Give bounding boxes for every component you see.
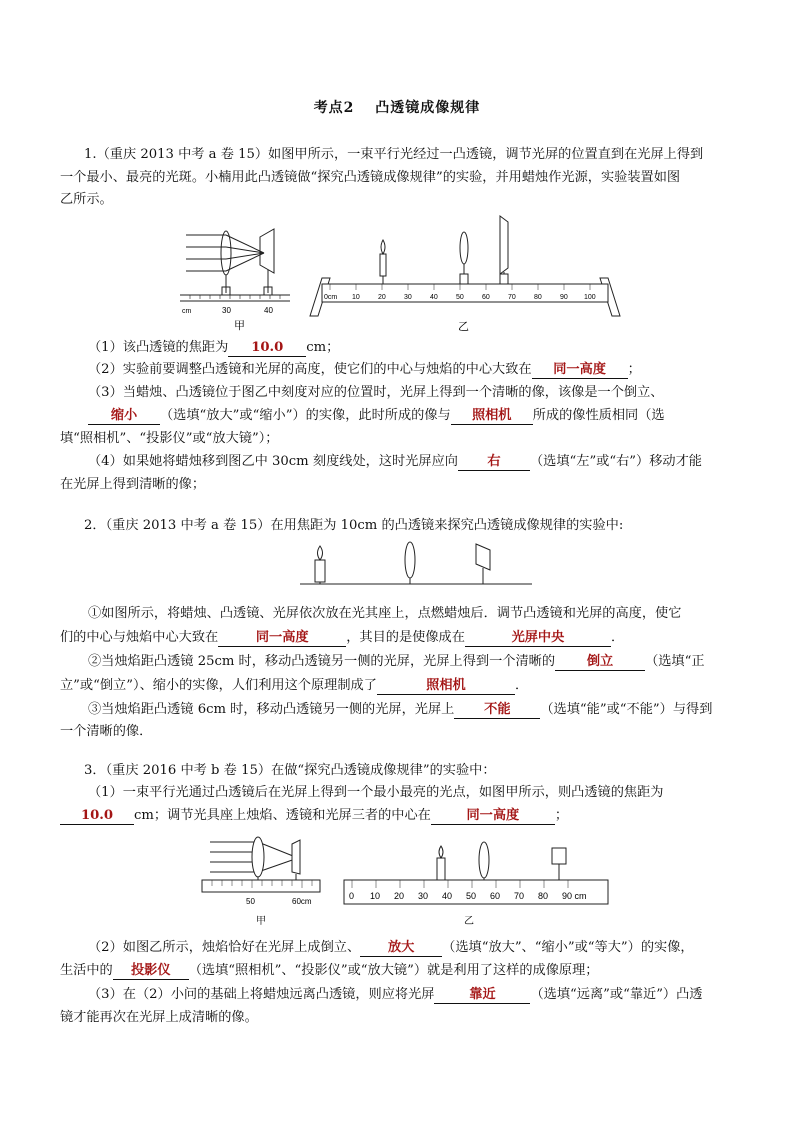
q3-part1-line1: （1）一束平行光通过凸透镜后在光屏上得到一个最小最亮的光点，如图甲所示，则凸透镜的焦距为 — [88, 785, 664, 800]
q2-part1-line1: ①如图所示，将蜡烛、凸透镜、光屏依次放在光其座上，点燃蜡烛后．调节凸透镜和光屏的高度，使它 — [88, 606, 682, 621]
q3-yi-tick-40: 40 — [442, 891, 453, 901]
q1-jia-tick-40: 40 — [264, 306, 273, 315]
q1-yi-tick-80: 80 — [534, 294, 542, 301]
q3-yi-label: 乙 — [464, 916, 474, 927]
q1-stem-line2: 一个最小、最亮的光斑。小楠用此凸透镜做“探究凸透镜成像规律”的实验，并用蜡烛作光源，实验装置如图 — [60, 170, 681, 185]
q1-part3-line3: 填“照相机”、“投影仪”或“放大镜”）； — [60, 431, 279, 446]
q3-yi-tick-20: 20 — [394, 891, 405, 901]
q1-jia-label: 甲 — [234, 320, 245, 332]
q3-part1-line2: 10.0 cm；调节光具座上烛焰、透镜和光屏三者的中心在 同一高度 ； — [60, 806, 568, 826]
q1-yi-tick-60: 60 — [482, 294, 490, 301]
q1-figure-yi — [300, 212, 636, 336]
q1-answer-right: 右 — [458, 454, 530, 471]
q2-answer-screen-center: 光屏中央 — [465, 630, 611, 647]
q2-answer-inverted: 倒立 — [555, 654, 645, 671]
q3-yi-tick-0: 0 — [349, 891, 355, 901]
q3-answer-projector: 投影仪 — [113, 963, 189, 980]
q1-answer-focal-length: 10.0 — [228, 340, 306, 357]
q1-part4-line2: 在光屏上得到清晰的像； — [60, 477, 206, 492]
q3-part3-line1: （3）在（2）小问的基础上将蜡烛远离凸透镜，则应将光屏 靠近 （选填“远离”或“靠近”）凸透 — [88, 987, 703, 1002]
q1-part1: （1）该凸透镜的焦距为 10.0 cm； — [88, 340, 340, 355]
q2-answer-camera: 照相机 — [377, 678, 515, 695]
q2-answer-cannot: 不能 — [454, 702, 540, 719]
q1-yi-tick-10: 10 — [352, 294, 360, 301]
q3-jia-tick-50: 50 — [246, 897, 255, 906]
q2-part2-line1: ②当烛焰距凸透镜 25cm 时，移动凸透镜另一侧的光屏，光屏上得到一个清晰的 倒立 （选填“正 — [88, 654, 705, 669]
q1-yi-tick-90: 90 — [560, 294, 568, 301]
q1-part3-line2: 缩小 （选填“放大”或“缩小”）的实像，此时所成的像与 照相机 所成的像性质相同（选 — [88, 406, 665, 426]
q3-part3-line2: 镜才能再次在光屏上成清晰的像。 — [60, 1010, 258, 1025]
q3-yi-tick-50: 50 — [466, 891, 477, 901]
q3-answer-same-height: 同一高度 — [431, 808, 555, 825]
q3-answer-closer: 靠近 — [434, 987, 530, 1004]
q3-jia-label: 甲 — [256, 916, 266, 927]
q1-part3-line1: （3）当蜡烛、凸透镜位于图乙中刻度对应的位置时，光屏上得到一个清晰的像，该像是一个倒立、 — [88, 385, 664, 400]
q1-figure-jia — [178, 215, 294, 335]
q1-part2: （2）实验前要调整凸透镜和光屏的高度，使它们的中心与烛焰的中心大致在 同一高度 ； — [88, 362, 641, 377]
q1-stem-line3: 乙所示。 — [60, 192, 113, 207]
q2-stem: 2．（重庆 2013 中考 a 卷 15）在用焦距为 10cm 的凸透镜来探究凸透镜成像规律的实验中: — [84, 518, 624, 533]
q3-stem: 3．（重庆 2016 中考 b 卷 15）在做“探究凸透镜成像规律”的实验中： — [84, 763, 496, 778]
q1-yi-tick-0: 0cm — [324, 294, 338, 301]
q2-part3-line2: 一个清晰的像． — [60, 724, 153, 739]
q1-answer-same-height: 同一高度 — [532, 362, 628, 379]
q3-part2-line1: （2）如图乙所示，烛焰恰好在光屏上成倒立、 放大 （选填“放大”、“缩小”或“等大”）的实像， — [88, 940, 694, 955]
q3-yi-tick-10: 10 — [370, 891, 381, 901]
q1-jia-tick-unit: cm — [182, 308, 192, 315]
q1-yi-tick-50: 50 — [456, 294, 464, 301]
q1-yi-tick-70: 70 — [508, 294, 516, 301]
q2-part2-line2: 立”或“倒立”）、缩小的实像，人们利用这个原理制成了 照相机 ． — [60, 678, 529, 693]
q3-yi-tick-30: 30 — [418, 891, 429, 901]
q3-answer-focal-length: 10.0 — [60, 808, 134, 825]
q3-yi-tick-70: 70 — [514, 891, 525, 901]
q2-part3-line1: ③当烛焰距凸透镜 6cm 时，移动凸透镜另一侧的光屏，光屏上 不能 （选填“能”或“不能”）与得到 — [88, 702, 713, 717]
q1-answer-reduced: 缩小 — [88, 408, 160, 425]
q2-figure — [300, 538, 532, 598]
q3-figure-jia — [198, 830, 324, 930]
q1-part4-line1: （4）如果她将蜡烛移到图乙中 30cm 刻度线处，这时光屏应向 右 （选填“左”或“右”）移动才能 — [88, 454, 702, 469]
q2-part1-line2: 们的中心与烛焰中心大致在 同一高度 ，其目的是使像成在 光屏中央 ． — [60, 630, 625, 645]
q3-part2-line2: 生活中的 投影仪 （选填“照相机”、“投影仪”或“放大镜”）就是利用了这样的成像原理； — [60, 963, 599, 978]
q1-answer-camera: 照相机 — [451, 408, 533, 425]
q3-answer-enlarged: 放大 — [360, 940, 442, 957]
q3-yi-tick-90cm: 90 cm — [562, 891, 587, 901]
q2-answer-same-height: 同一高度 — [218, 630, 346, 647]
q1-yi-tick-30: 30 — [404, 294, 412, 301]
q1-yi-tick-20: 20 — [378, 294, 386, 301]
q1-yi-tick-100: 100 — [584, 294, 596, 301]
q3-yi-tick-60: 60 — [490, 891, 501, 901]
q1-yi-label: 乙 — [458, 321, 469, 333]
q3-figure-yi — [342, 836, 612, 936]
q1-stem-line1: 1.（重庆 2013 中考 a 卷 15）如图甲所示，一束平行光经过一凸透镜，调节光屏的位置直到在光屏上得到 — [84, 147, 704, 162]
q1-yi-tick-40: 40 — [430, 294, 438, 301]
q1-jia-tick-30: 30 — [222, 306, 231, 315]
q3-jia-tick-60cm: 60cm — [292, 897, 312, 906]
q3-yi-tick-80: 80 — [538, 891, 549, 901]
page-title: 考点2 凸透镜成像规律 — [313, 100, 481, 116]
